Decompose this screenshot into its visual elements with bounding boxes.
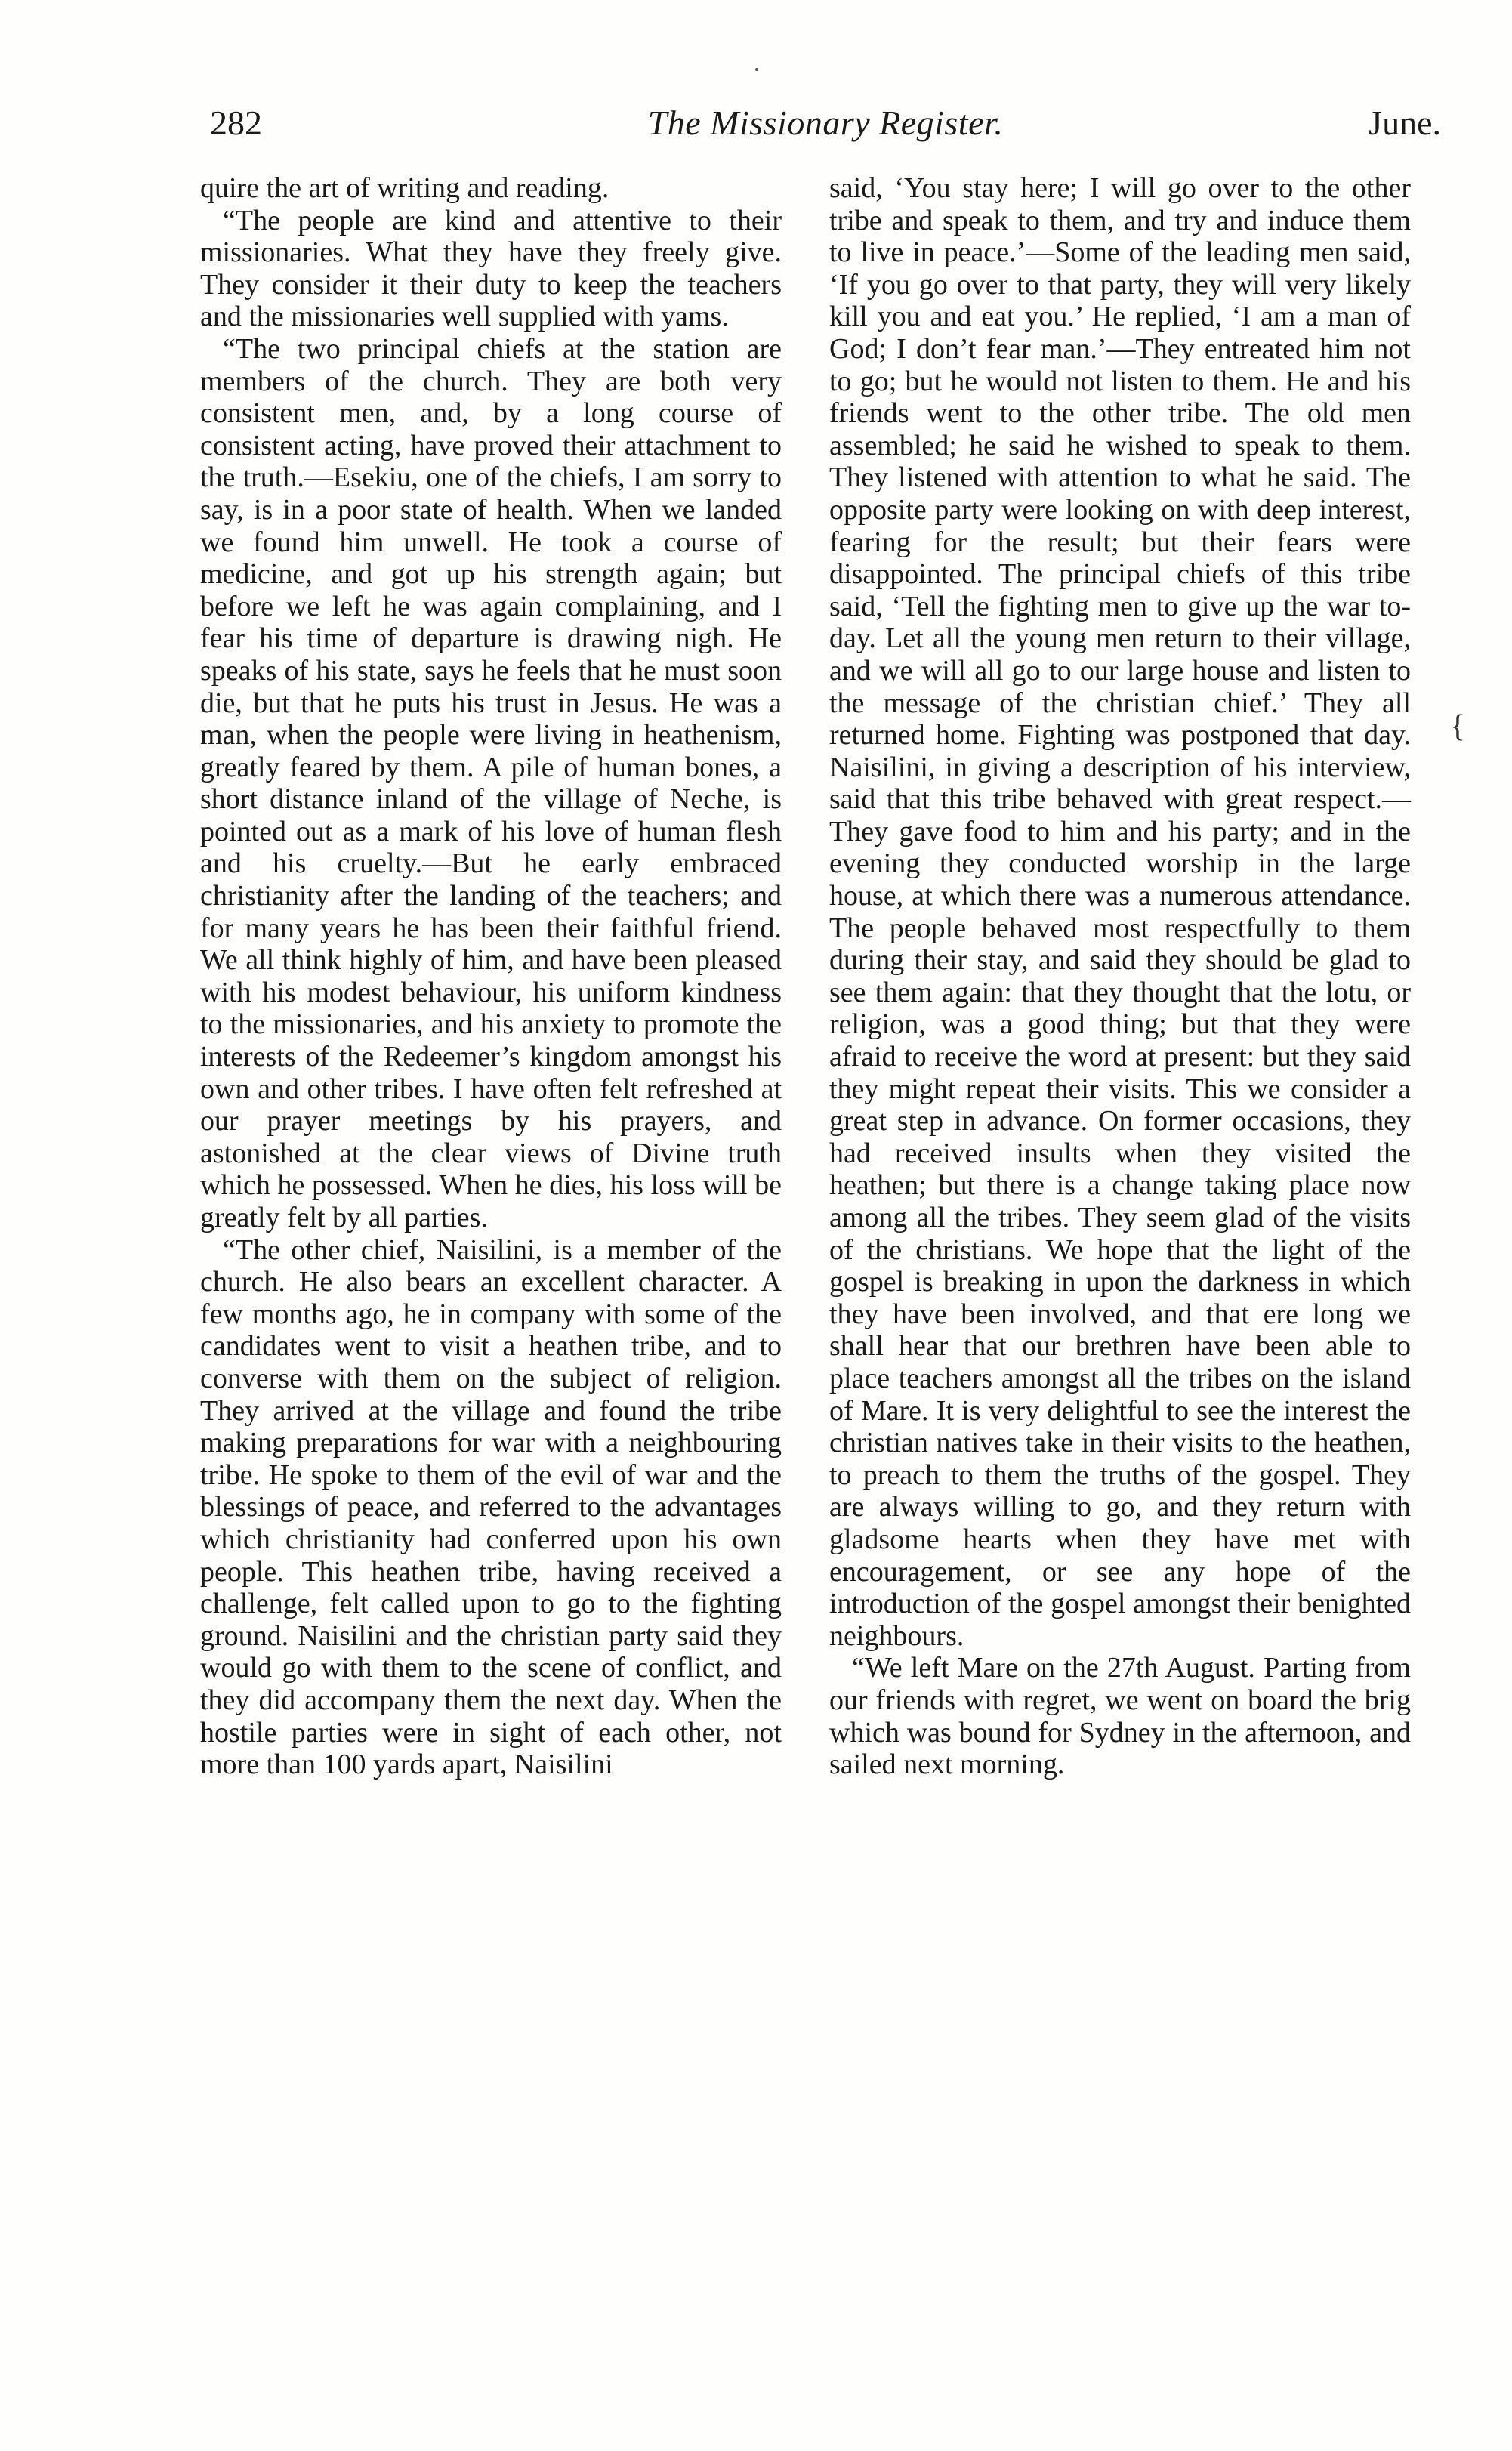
paragraph: “The people are kind and attentive to their missionaries. What they have they freely give. They consider it their duty to keep the teachers and the missionaries well supplied with yams. [200, 204, 782, 333]
right-column [829, 172, 1411, 1781]
left-column [200, 172, 782, 1781]
page-number: 282 [210, 103, 262, 142]
print-speck [755, 68, 758, 71]
header-month: June. [1369, 103, 1441, 142]
paragraph: “We left Mare on the 27th August. Parting from our friends with regret, we went on board the brig which was bound for Sydney in the afternoon, and sailed next morning. [829, 1652, 1411, 1781]
paragraph: quire the art of writing and reading. [200, 172, 609, 204]
margin-brace-mark: { [1450, 709, 1466, 744]
paragraph: “The other chief, Naisilini, is a member of the church. He also bears an excellent character. A few months ago, he in company with some of the candidates went to visit a heathen tribe, and to converse with them on the subject of religion. They arrived at the village and found the tribe making preparations for war with a neighbouring tribe. He spoke to them of the evil of war and the blessings of peace, and referred to the advantages which christianity had conferred upon his own people. This heathen tribe, having received a challenge, felt called upon to go to the fighting ground. Naisilini and the christian party said they would go with them to the scene of conflict, and they did accompany them the next day. When the hostile parties were in sight of each other, not more than 100 yards apart, Naisilini [200, 1233, 782, 1781]
running-title: The Missionary Register. [647, 103, 1004, 142]
paragraph: “The two principal chiefs at the station are members of the church. They are both very consistent men, and, by a long course of consistent acting, have proved their attachment to the truth.—Esekiu, one of the chiefs, I am sorry to say, is in a poor state of health. When we landed we found him unwell. He took a course of medicine, and got up his strength again; but before we left he was again complaining, and I fear his time of departure is drawing nigh. He speaks of his state, says he feels that he must soon die, but that he puts his trust in Jesus. He was a man, when the people were living in heathenism, greatly feared by them. A pile of human bones, a short distance inland of the village of Neche, is pointed out as a mark of his love of human flesh and his cruelty.—But he early embraced christianity after the landing of the teachers; and for many years he has been their faithful friend. We all think highly of him, and have been pleased with his modest behaviour, his uniform kindness to the missionaries, and his anxiety to promote the interests of the Redeemer’s kingdom amongst his own and other tribes. I have often felt refreshed at our prayer meetings by his prayers, and astonished at the clear views of Divine truth which he possessed. When he dies, his loss will be greatly felt by all parties. [200, 332, 782, 1233]
paragraph: said, ‘You stay here; I will go over to the other tribe and speak to them, and try and induce them to live in peace.’—Some of the leading men said, ‘If you go over to that party, they will very likely kill you and eat you.’ He replied, ‘I am a man of God; I don’t fear man.’—They entreated him not to go; but he would not listen to them. He and his friends went to the other tribe. The old men assembled; he said he wished to speak to them. They listened with attention to what he said. The opposite party were looking on with deep interest, fearing for the result; but their fears were disappointed. The principal chiefs of this tribe said, ‘Tell the fighting men to give up the war to-day. Let all the young men return to their village, and we will all go to our large house and listen to the message of the christian chief.’ They all returned home. Fighting was postponed that day. Naisilini, in giving a description of his interview, said that this tribe behaved with great respect.—They gave food to him and his party; and in the evening they conducted worship in the large house, at which there was a numerous attendance. The people behaved most respectfully to them during their stay, and said they should be glad to see them again: that they thought that the lotu, or religion, was a good thing; but that they were afraid to receive the word at present: but they said they might repeat their visits. This we consider a great step in advance. On former occasions, they had received insults when they visited the heathen; but there is a change taking place now among all the tribes. They seem glad of the visits of the christians. We hope that the light of the gospel is breaking in upon the darkness in which they have been involved, and that ere long we shall hear that our brethren have been able to place teachers amongst all the tribes on the island of Mare. It is very delightful to see the interest the christian natives take in their visits to the heathen, to preach to them the truths of the gospel. They are always willing to go, and they return with gladsome hearts when they have met with encouragement, or see any hope of the introduction of the gospel amongst their benighted neighbours. [829, 172, 1411, 1652]
running-header [210, 97, 1441, 150]
